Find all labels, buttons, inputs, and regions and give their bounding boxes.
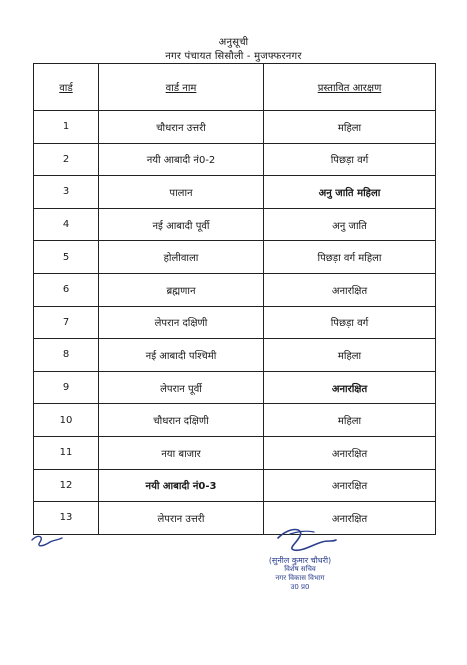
ward-name: नई आबादी पश्चिमी (99, 339, 264, 372)
ward-name: नयी आबादी नं0-2 (99, 143, 264, 176)
ward-reservation: अनु जाति (264, 208, 436, 241)
ward-reservation: अनारक्षित (264, 273, 436, 306)
ward-number: 5 (34, 241, 99, 274)
ward-number: 9 (34, 371, 99, 404)
table-row (34, 404, 436, 437)
ward-name: नई आबादी पूर्वी (99, 208, 264, 241)
stamp-designation: विशेष सचिव (284, 565, 316, 573)
ward-name: ब्रह्मणान (99, 273, 264, 306)
ward-name: लेपरान पूर्वी (99, 371, 264, 404)
ward-number: 8 (34, 339, 99, 372)
column-header-proposed-reservation: प्रस्तावित आरक्षण (264, 64, 436, 111)
ward-name: पालान (99, 176, 264, 209)
ward-name: लेपरान उत्तरी (99, 502, 264, 535)
document-title: अनुसूची (218, 37, 249, 48)
ward-name: लेपरान दक्षिणी (99, 306, 264, 339)
ward-number: 11 (34, 436, 99, 469)
table-row (34, 502, 436, 535)
ward-name: होलीवाला (99, 241, 264, 274)
ward-number: 7 (34, 306, 99, 339)
table-row (34, 469, 436, 502)
ward-reservation: महिला (264, 111, 436, 144)
table-row (34, 339, 436, 372)
document-subtitle: नगर पंचायत सिसौली - मुजफ्फरनगर (165, 51, 302, 62)
ward-number: 6 (34, 273, 99, 306)
table-row (34, 176, 436, 209)
ward-number: 3 (34, 176, 99, 209)
table-row (34, 306, 436, 339)
table-row (34, 241, 436, 274)
ward-number: 13 (34, 502, 99, 535)
column-header-ward: वार्ड (34, 64, 99, 111)
initial-mark (28, 532, 64, 552)
stamp-state: उ0 प्र0 (290, 583, 310, 591)
ward-number: 10 (34, 404, 99, 437)
ward-number: 12 (34, 469, 99, 502)
ward-reservation: अनारक्षित (264, 436, 436, 469)
ward-number: 4 (34, 208, 99, 241)
table-row (34, 111, 436, 144)
ward-reservation: पिछड़ा वर्ग (264, 143, 436, 176)
ward-reservation: पिछड़ा वर्ग महिला (264, 241, 436, 274)
table-header-row (34, 64, 436, 111)
ward-number: 2 (34, 143, 99, 176)
ward-name: चौधरान दक्षिणी (99, 404, 264, 437)
column-header-ward-name: वार्ड नाम (99, 64, 264, 111)
ward-name: चौधरान उत्तरी (99, 111, 264, 144)
stamp-name: (सुनील कुमार चौधरी) (268, 556, 332, 565)
stamp-department: नगर विकास विभाग (275, 574, 325, 582)
official-stamp (240, 556, 360, 592)
ward-reservation: अनारक्षित (264, 469, 436, 502)
ward-reservation: अनारक्षित (264, 502, 436, 535)
ward-name: नयी आबादी नं0-3 (99, 469, 264, 502)
table-row (34, 143, 436, 176)
table-row (34, 371, 436, 404)
table-row (34, 208, 436, 241)
table-row (34, 273, 436, 306)
ward-name: नया बाजार (99, 436, 264, 469)
ward-reservation: अनु जाति महिला (264, 176, 436, 209)
table-row (34, 436, 436, 469)
ward-reservation: महिला (264, 339, 436, 372)
signature (270, 524, 340, 554)
ward-reservation: महिला (264, 404, 436, 437)
ward-reservation: पिछड़ा वर्ग (264, 306, 436, 339)
ward-reservation-table (33, 63, 436, 535)
ward-reservation: अनारक्षित (264, 371, 436, 404)
ward-number: 1 (34, 111, 99, 144)
